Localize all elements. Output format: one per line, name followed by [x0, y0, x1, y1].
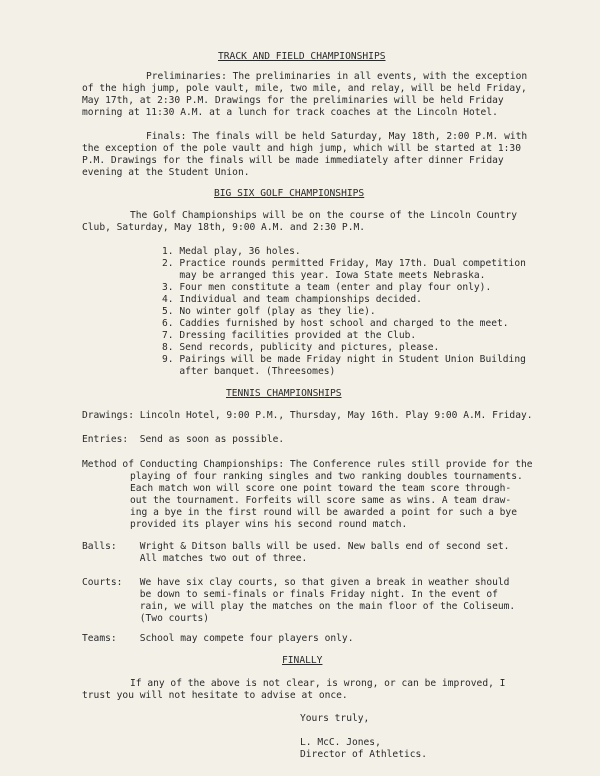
- golf-rule: 2. Practice rounds permitted Friday, May 17th. Dual competition: [162, 258, 526, 269]
- golf-rule: 9. Pairings will be made Friday night in Student Union Building: [162, 354, 526, 365]
- finally-line: trust you will not hesitate to advise at once.: [82, 690, 348, 701]
- finally-line: If any of the above is not clear, is wrong, or can be improved, I: [130, 678, 506, 689]
- golf-rule: 3. Four men constitute a team (enter and play four only).: [162, 282, 492, 293]
- tennis-method-line: Each match won will score one point toward the team score through-: [130, 483, 512, 494]
- tennis-entries: Entries: Send as soon as possible.: [82, 434, 285, 445]
- track-finals-line: P.M. Drawings for the finals will be made immediately after dinner Friday: [82, 155, 504, 166]
- golf-rule: may be arranged this year. Iowa State meets Nebraska.: [162, 270, 486, 281]
- track-finals-line: Finals: The finals will be held Saturday, May 18th, 2:00 P.M. with: [146, 131, 528, 142]
- finally-heading: FINALLY: [282, 655, 323, 666]
- golf-intro-line: Club, Saturday, May 18th, 9:00 A.M. and 2:30 P.M.: [82, 222, 366, 233]
- golf-intro-line: The Golf Championships will be on the course of the Lincoln Country: [130, 210, 517, 221]
- golf-rule: 1. Medal play, 36 holes.: [162, 246, 301, 257]
- golf-rule: 7. Dressing facilities provided at the Club.: [162, 330, 417, 341]
- tennis-method-line: Method of Conducting Championships: The Conference rules still provide for the: [82, 459, 533, 470]
- tennis-drawings: Drawings: Lincoln Hotel, 9:00 P.M., Thursday, May 16th. Play 9:00 A.M. Friday.: [82, 410, 533, 421]
- signer-name: L. McC. Jones,: [300, 737, 381, 748]
- tennis-method-line: playing of four ranking singles and two ranking doubles tournaments.: [130, 471, 523, 482]
- signer-title: Director of Athletics.: [300, 749, 428, 760]
- tennis-method-line: ing a bye in the first round will be awarded a point for such a bye: [130, 507, 517, 518]
- closing-salutation: Yours truly,: [300, 713, 370, 724]
- tennis-teams: Teams: School may compete four players only.: [82, 633, 354, 644]
- golf-rule: 4. Individual and team championships decided.: [162, 294, 422, 305]
- golf-rule: 6. Caddies furnished by host school and charged to the meet.: [162, 318, 509, 329]
- tennis-balls-line: All matches two out of three.: [82, 553, 308, 564]
- tennis-courts-line: be down to semi-finals or finals Friday night. In the event of: [82, 589, 498, 600]
- tennis-courts-line: (Two courts): [82, 613, 210, 624]
- track-prelim-line: May 17th, at 2:30 P.M. Drawings for the preliminaries will be held Friday: [82, 95, 504, 106]
- track-finals-line: evening at the Student Union.: [82, 167, 250, 178]
- golf-rule: 8. Send records, publicity and pictures, please.: [162, 342, 440, 353]
- track-prelim-line: morning at 11:30 A.M. at a lunch for track coaches at the Lincoln Hotel.: [82, 107, 498, 118]
- tennis-method-line: out the tournament. Forfeits will score same as wins. A team draw-: [130, 495, 512, 506]
- golf-rule: after banquet. (Threesomes): [162, 366, 336, 377]
- track-prelim-line: Preliminaries: The preliminaries in all events, with the exception: [146, 71, 528, 82]
- track-heading: TRACK AND FIELD CHAMPIONSHIPS: [218, 51, 386, 62]
- track-finals-line: the exception of the pole vault and high jump, which will be started at 1:30: [82, 143, 521, 154]
- golf-rule: 5. No winter golf (play as they lie).: [162, 306, 376, 317]
- tennis-balls-line: Balls: Wright & Ditson balls will be used. New balls end of second set.: [82, 541, 510, 552]
- tennis-courts-line: Courts: We have six clay courts, so that given a break in weather should: [82, 577, 510, 588]
- tennis-courts-line: rain, we will play the matches on the main floor of the Coliseum.: [82, 601, 516, 612]
- golf-heading: BIG SIX GOLF CHAMPIONSHIPS: [214, 188, 365, 199]
- tennis-heading: TENNIS CHAMPIONSHIPS: [226, 388, 342, 399]
- tennis-method-line: provided its player wins his second round match.: [130, 519, 408, 530]
- track-prelim-line: of the high jump, pole vault, mile, two mile, and relay, will be held Friday,: [82, 83, 527, 94]
